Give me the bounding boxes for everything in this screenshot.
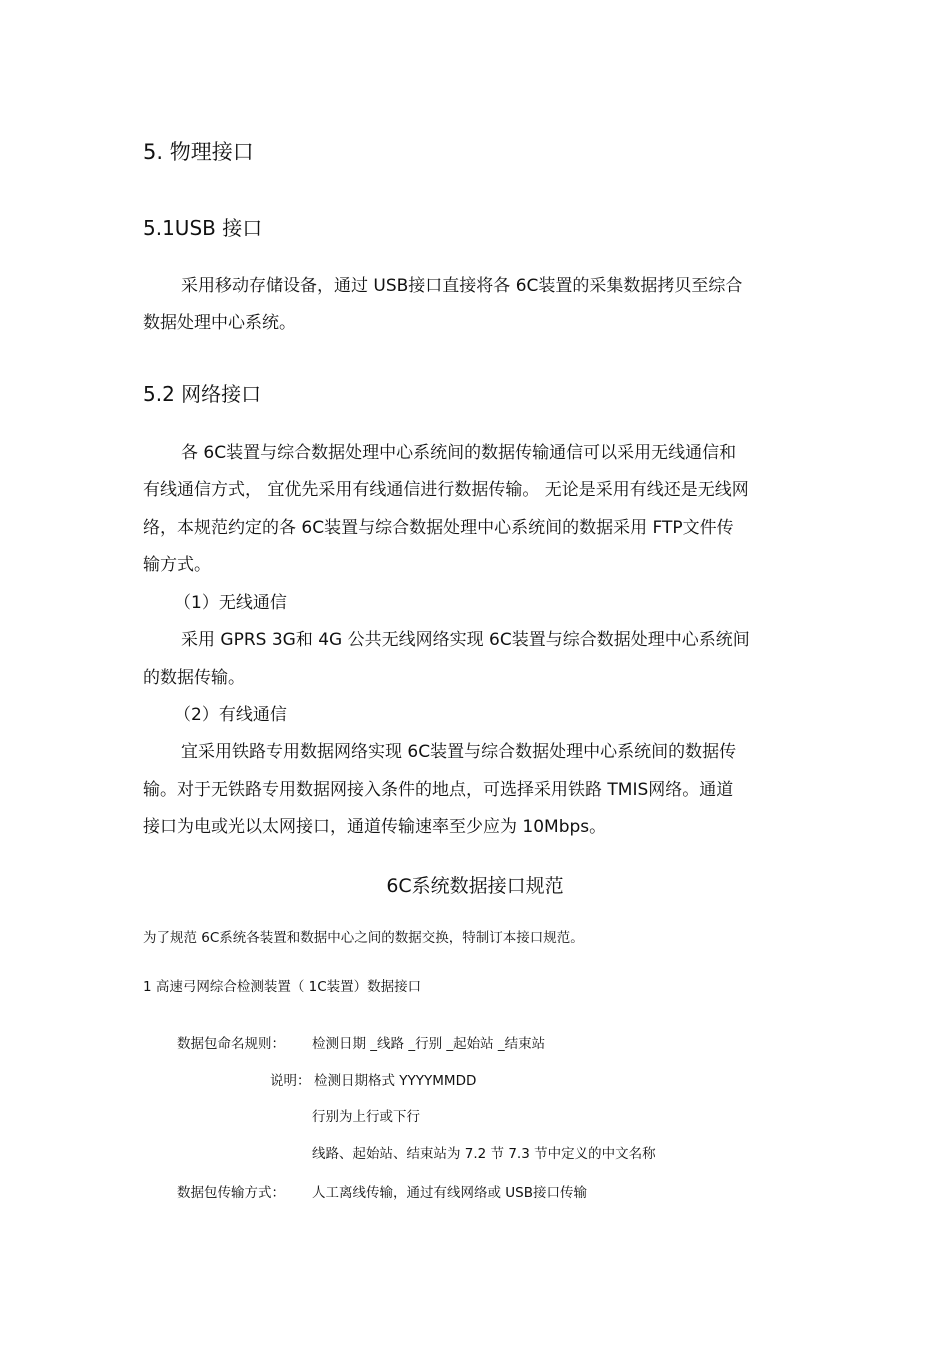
transfer-method-label: 数据包传输方式：: [177, 1185, 285, 1201]
note-line-1: 检测日期格式 YYYYMMDD: [314, 1073, 477, 1089]
naming-rule-value: 检测日期 _线路 _行别 _起始站 _结束站: [312, 1036, 546, 1052]
section-5-2-heading: 5.2 网络接口: [143, 382, 262, 406]
section-5-1-line-2: 数据处理中心系统。: [143, 313, 296, 333]
wired-line-1: 宜采用铁路专用数据网络实现 6C装置与综合数据处理中心系统间的数据传: [181, 742, 737, 762]
transfer-method-value: 人工离线传输，通过有线网络或 USB接口传输: [312, 1185, 588, 1201]
wireless-line-1: 采用 GPRS 3G和 4G 公共无线网络实现 6C装置与综合数据处理中心系统间: [181, 630, 750, 650]
naming-rule-label: 数据包命名规则：: [177, 1036, 285, 1052]
wired-line-2: 输。对于无铁路专用数据网接入条件的地点，可选择采用铁路 TMIS网络。通道: [143, 780, 734, 800]
section-5-2-line-3: 络，本规范约定的各 6C装置与综合数据处理中心系统间的数据采用 FTP文件传: [143, 518, 734, 538]
section-5-1-heading: 5.1USB 接口: [143, 216, 263, 240]
section-5-2-line-2: 有线通信方式， 宜优先采用有线通信进行数据传输。 无论是采用有线还是无线网: [143, 480, 749, 500]
note-line-2: 行别为上行或下行: [312, 1109, 420, 1125]
section-5-2-line-1: 各 6C装置与综合数据处理中心系统间的数据传输通信可以采用无线通信和: [181, 443, 737, 463]
spec-item-1: 1 高速弓网综合检测装置（ 1C装置）数据接口: [143, 979, 422, 995]
wired-line-3: 接口为电或光以太网接口，通道传输速率至少应为 10Mbps。: [143, 817, 607, 837]
wired-label: （2）有线通信: [174, 705, 287, 725]
spec-title: 6C系统数据接口规范: [386, 875, 564, 897]
note-label: 说明：: [270, 1073, 311, 1089]
wireless-label: （1）无线通信: [174, 593, 287, 613]
section-5-2-line-4: 输方式。: [143, 555, 211, 575]
spec-intro: 为了规范 6C系统各装置和数据中心之间的数据交换，特制订本接口规范。: [143, 930, 584, 946]
wireless-line-2: 的数据传输。: [143, 668, 245, 688]
note-line-3: 线路、起始站、结束站为 7.2 节 7.3 节中定义的中文名称: [312, 1146, 656, 1162]
section-5-heading: 5. 物理接口: [143, 140, 254, 164]
section-5-1-line-1: 采用移动存储设备，通过 USB接口直接将各 6C装置的采集数据拷贝至综合: [181, 276, 743, 296]
